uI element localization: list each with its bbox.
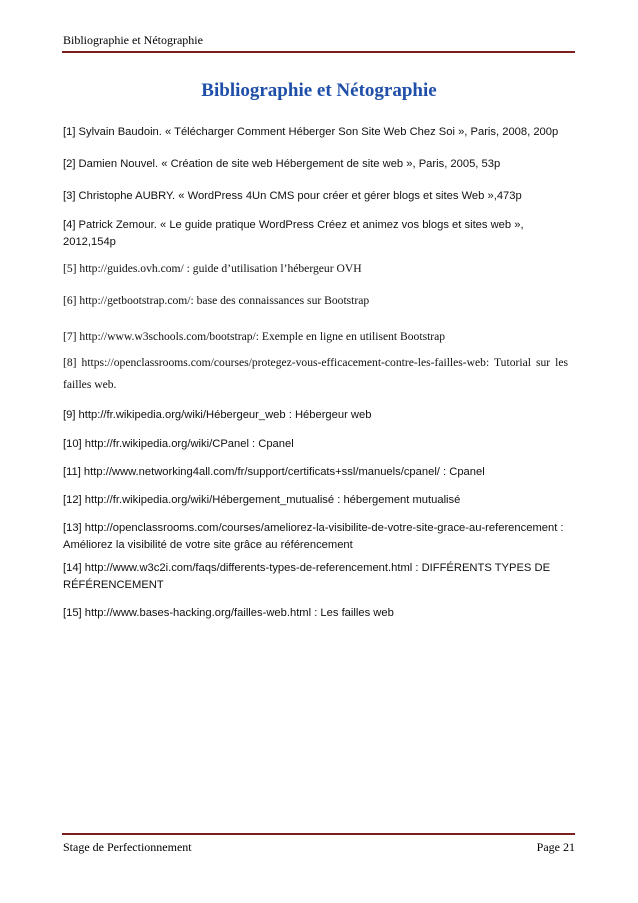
bibliography-entry-10: [10] http://fr.wikipedia.org/wiki/CPanel : Cpanel [63,438,294,450]
bibliography-entry-6: [6] http://getbootstrap.com/: base des connaissances sur Bootstrap [63,294,370,307]
footer-rule [62,833,575,835]
header-rule [62,51,575,53]
running-header: Bibliographie et Nétographie [63,33,203,47]
bibliography-entry-9: [9] http://fr.wikipedia.org/wiki/Hébergeur_web : Hébergeur web [63,409,372,421]
page-number: Page 21 [536,840,575,854]
bibliography-entry-2: [2] Damien Nouvel. « Création de site web Hébergement de site web », Paris, 2005, 53p [63,158,501,170]
bibliography-entry-11: [11] http://www.networking4all.com/fr/support/certificats+ssl/manuels/cpanel/ : Cpanel [63,466,485,478]
page-title: Bibliographie et Nétographie [201,80,437,101]
bibliography-entry-7: [7] http://www.w3schools.com/bootstrap/: Exemple en ligne en utilisent Bootstrap [63,330,446,343]
bibliography-entry-3: [3] Christophe AUBRY. « WordPress 4Un CMS pour créer et gérer blogs et sites Web »,473p [63,190,522,202]
bibliography-entry-15: [15] http://www.bases-hacking.org/failles-web.html : Les failles web [63,607,394,619]
bibliography-entry-13: [13] http://openclassrooms.com/courses/ameliorez-la-visibilite-de-votre-site-grace-au-referencement : Améliorez la visibilité de votre site grâce au référencement [63,522,564,551]
bibliography-entry-1: [1] Sylvain Baudoin. « Télécharger Comment Héberger Son Site Web Chez Soi », Paris, 2008, 200p [63,126,559,138]
footer-title: Stage de Perfectionnement [63,840,192,854]
bibliography-entry-8: [8] https://openclassrooms.com/courses/protegez-vous-efficacement-contre-les-failles-web: Tutorial sur les failles web. [63,356,568,391]
bibliography-entry-4: [4] Patrick Zemour. « Le guide pratique WordPress Créez et animez vos blogs et sites web », 2012,154p [63,219,524,248]
bibliography-entry-12: [12] http://fr.wikipedia.org/wiki/Hébergement_mutualisé : hébergement mutualisé [63,494,461,506]
bibliography-entry-5: [5] http://guides.ovh.com/ : guide d’utilisation l’hébergeur OVH [63,262,362,275]
bibliography-entry-14: [14] http://www.w3c2i.com/faqs/differents-types-de-referencement.html : DIFFÉRENTS TYPES DE RÉFÉRENCEMENT [63,562,551,591]
